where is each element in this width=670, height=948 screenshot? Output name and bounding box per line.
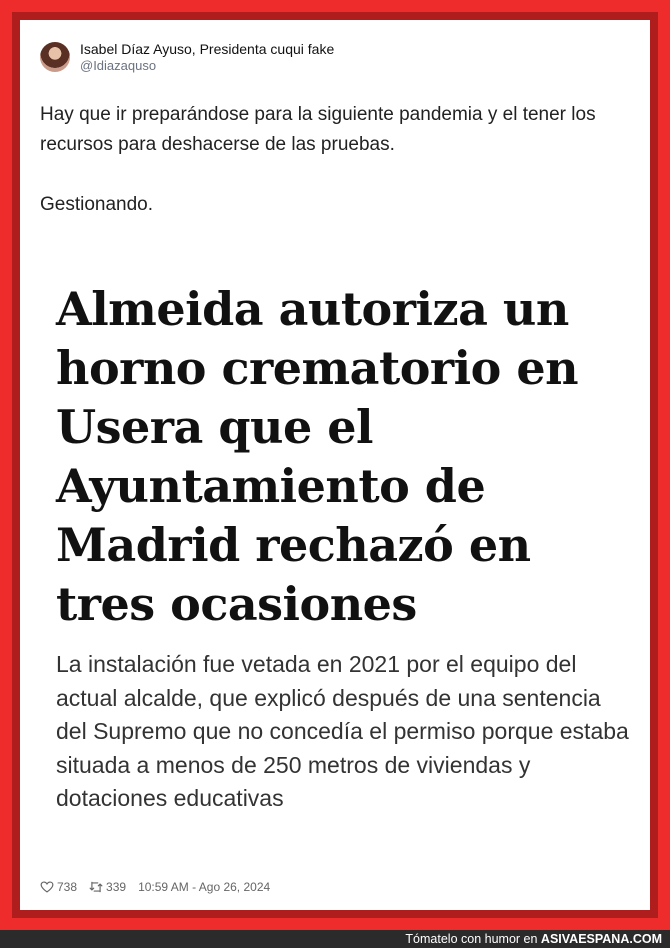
retweet-icon[interactable]: [89, 880, 103, 894]
tweet-header: [40, 40, 334, 74]
retweet-count: 339: [106, 880, 127, 894]
heart-icon[interactable]: [40, 880, 54, 894]
article-headline: Almeida autoriza un horno crematorio en Usera que el Ayuntamiento de Madrid rechazó en tres ocasiones: [56, 282, 579, 631]
tweet-text-paragraph-2: Gestionando.: [40, 194, 154, 215]
watermark-bar: [0, 930, 670, 948]
author-handle[interactable]: @Idiazaquso: [80, 57, 157, 73]
watermark[interactable]: [405, 930, 662, 948]
watermark-prefix: Tómatelo con humor en: [405, 932, 538, 946]
avatar[interactable]: [40, 42, 70, 72]
like-count: 738: [57, 880, 78, 894]
author-name[interactable]: Isabel Díaz Ayuso, Presidenta cuqui fake: [80, 40, 335, 57]
tweet-footer: [40, 879, 270, 895]
article-subheadline: La instalación fue vetada en 2021 por el equipo del actual alcalde, que explicó después de una sentencia del Supremo que no concedía el permiso porque estaba situada a menos de 250 metros de viviendas y dotaciones educativas: [56, 651, 629, 811]
tweet-text: [40, 100, 620, 220]
user-block: [80, 41, 334, 74]
tweet-card: [20, 20, 650, 910]
tweet-text-paragraph-1: Hay que ir preparándose para la siguiente pandemia y el tener los recursos para deshacerse de las pruebas.: [40, 104, 596, 155]
retweet-stat[interactable]: [89, 880, 126, 894]
watermark-site[interactable]: ASIVAESPANA.COM: [540, 932, 662, 946]
tweet-timestamp[interactable]: 10:59 AM - Ago 26, 2024: [138, 880, 271, 894]
like-stat[interactable]: [40, 880, 77, 894]
